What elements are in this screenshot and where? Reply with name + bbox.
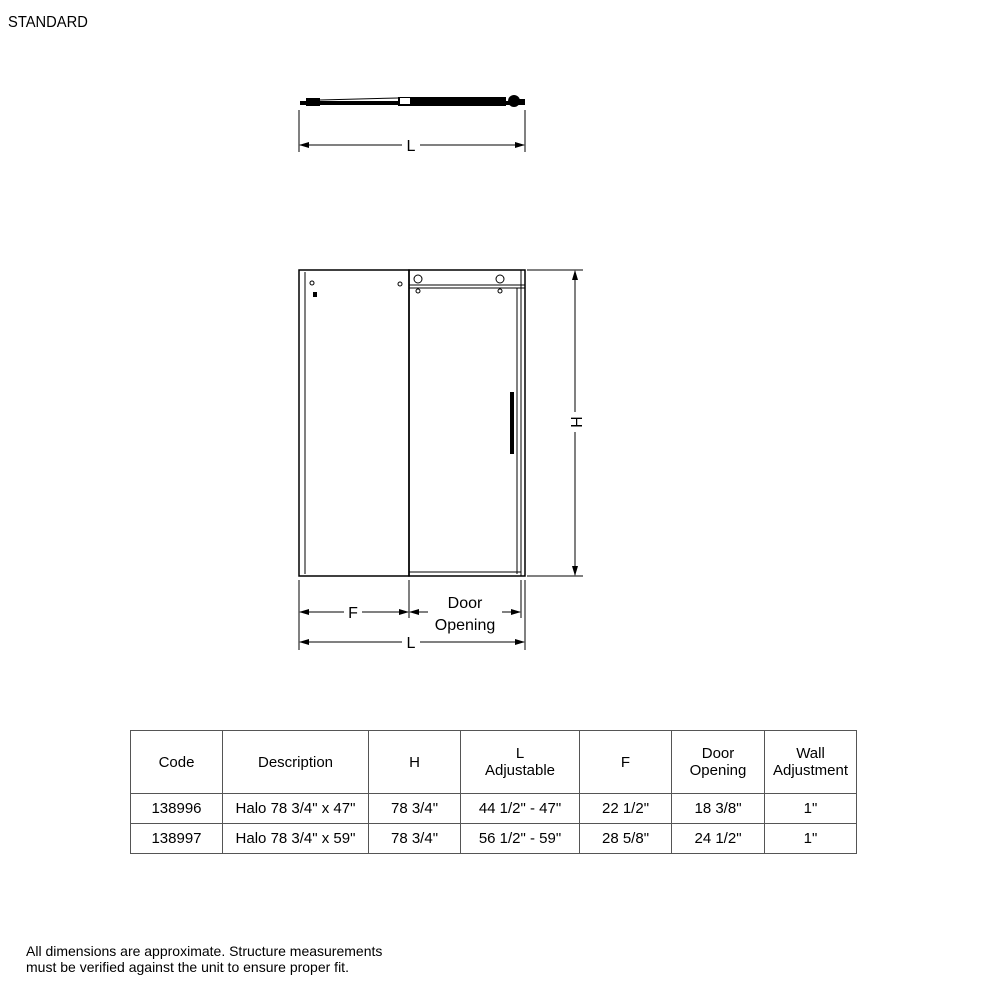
header-description: Description <box>223 731 369 794</box>
front-view <box>299 270 584 652</box>
cell-description: Halo 78 3/4" x 47" <box>223 794 369 824</box>
footnote-line-1: All dimensions are approximate. Structure measurements <box>26 943 383 959</box>
footnote-line-2: must be verified against the unit to ensure proper fit. <box>26 959 349 975</box>
door-handle <box>510 392 514 454</box>
cell-l-adjustable: 44 1/2" - 47" <box>461 794 580 824</box>
cell-description: Halo 78 3/4" x 59" <box>223 824 369 854</box>
page-title: STANDARD <box>8 14 88 31</box>
door-opening-label-line1: Door <box>447 595 483 612</box>
header-code: Code <box>131 731 223 794</box>
header-f: F <box>580 731 672 794</box>
header-h: H <box>369 731 461 794</box>
cell-wall-adjustment: 1" <box>765 824 857 854</box>
top-view <box>299 95 525 155</box>
cell-h: 78 3/4" <box>369 794 461 824</box>
table-row <box>131 824 857 854</box>
cell-door-opening: 18 3/8" <box>672 794 765 824</box>
sliding-door-panel <box>409 270 525 576</box>
cell-f: 22 1/2" <box>580 794 672 824</box>
door-opening-label-line2: Opening <box>434 617 496 634</box>
dimensions-table <box>130 730 857 854</box>
table-header-row <box>131 731 857 794</box>
cell-code: 138996 <box>131 794 223 824</box>
header-wall-adjustment: Wall Adjustment <box>765 731 857 794</box>
fixed-panel <box>299 270 409 576</box>
top-view-length-label: L <box>406 138 416 155</box>
cell-door-opening: 24 1/2" <box>672 824 765 854</box>
top-view-rail <box>300 95 525 107</box>
cell-h: 78 3/4" <box>369 824 461 854</box>
header-l-adjustable: L Adjustable <box>461 731 580 794</box>
cell-wall-adjustment: 1" <box>765 794 857 824</box>
cell-f: 28 5/8" <box>580 824 672 854</box>
footnote <box>26 943 382 975</box>
cell-l-adjustable: 56 1/2" - 59" <box>461 824 580 854</box>
front-view-length-label: L <box>406 635 416 652</box>
header-door-opening: Door Opening <box>672 731 765 794</box>
fixed-panel-label: F <box>348 605 358 622</box>
height-label: H <box>566 416 584 428</box>
cell-code: 138997 <box>131 824 223 854</box>
table-row <box>131 794 857 824</box>
